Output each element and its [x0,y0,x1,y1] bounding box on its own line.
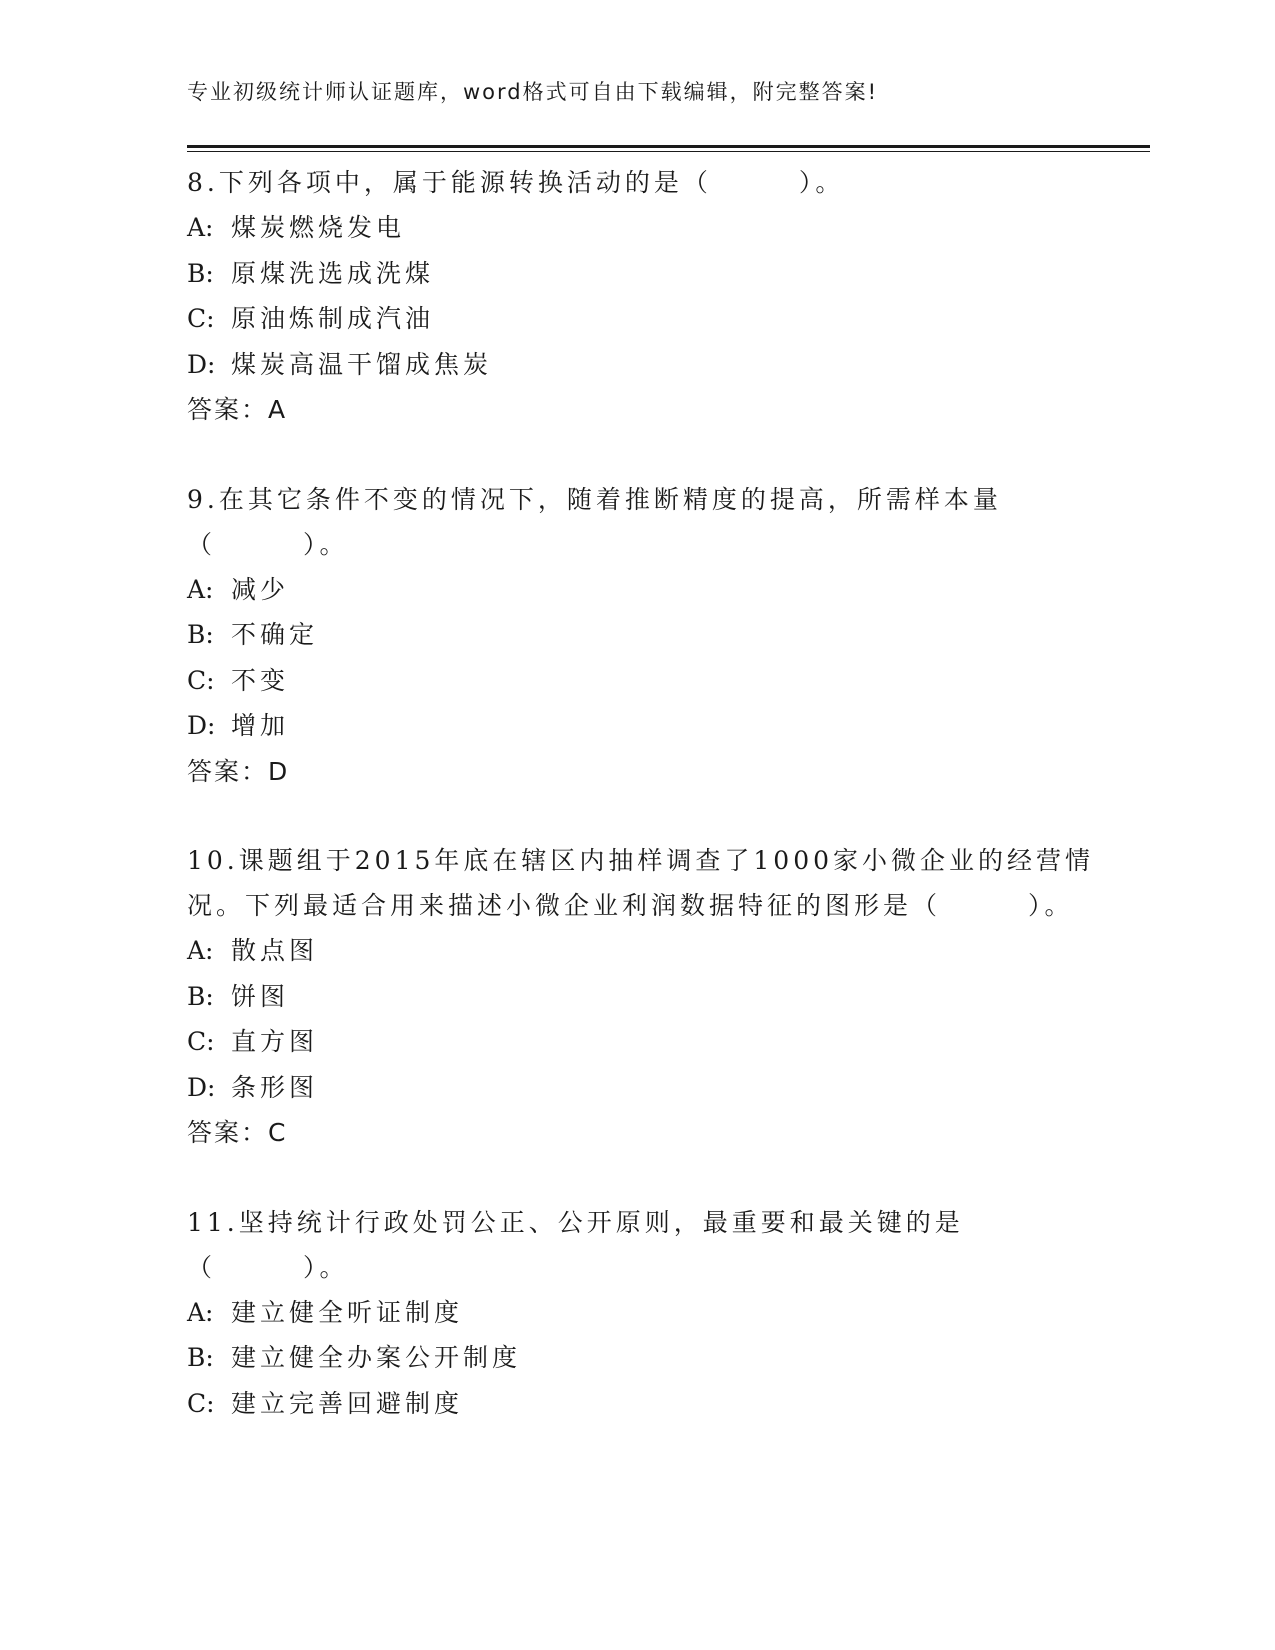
option-text: 散点图 [231,936,319,965]
header-rule-thick [187,145,1150,148]
option-text: 减少 [231,574,290,604]
page-header: 专业初级统计师认证题库，word格式可自由下载编辑，附完整答案! [187,80,879,104]
option-letter: A: [187,213,214,242]
question-11 [187,1200,1107,1427]
option-letter: A: [187,1297,214,1327]
option-text: 建立健全听证制度 [231,1297,464,1327]
question-list [187,160,1107,1470]
option-b [187,251,1107,297]
option-text: 直方图 [231,1027,319,1056]
option-a [187,205,1107,251]
question-stem: 11.坚持统计行政处罚公正、公开原则，最重要和最关键的是（ ）。 [187,1207,964,1282]
option-b [187,974,1107,1020]
option-c [187,658,1107,704]
question-stem: 10.课题组于2015年底在辖区内抽样调查了1000家小微企业的经营情况。下列最适合用来描述小微企业利润数据特征的图形是（ ）。 [187,846,1095,920]
answer: 答案：D [187,756,290,786]
option-letter: B: [187,981,214,1011]
option-b [187,612,1107,658]
option-text: 建立健全办案公开制度 [231,1343,522,1372]
option-letter: D: [187,349,216,379]
option-text: 不变 [231,665,290,695]
answer: 答案：C [187,1118,288,1147]
option-letter: B: [187,1343,214,1372]
option-text: 条形图 [231,1072,319,1102]
option-c [187,1381,1107,1427]
option-text: 煤炭燃烧发电 [231,213,406,242]
option-letter: C: [187,1027,215,1056]
option-text: 增加 [231,711,290,740]
option-letter: C: [187,1388,215,1418]
option-text: 不确定 [231,620,319,649]
option-a [187,928,1107,974]
option-letter: D: [187,1072,216,1102]
option-letter: A: [187,936,214,965]
option-letter: C: [187,304,215,333]
header-rule-thin [187,151,1150,152]
option-d [187,1065,1107,1111]
option-letter: B: [187,620,214,649]
option-c [187,296,1107,342]
question-8 [187,160,1107,433]
option-d [187,703,1107,749]
question-9 [187,477,1107,795]
option-text: 建立完善回避制度 [231,1388,464,1418]
option-d [187,342,1107,388]
option-a [187,567,1107,613]
option-letter: C: [187,665,215,695]
option-letter: D: [187,711,216,740]
question-stem: 9.在其它条件不变的情况下，随着推断精度的提高，所需样本量（ ）。 [187,484,1002,559]
question-stem: 8.下列各项中，属于能源转换活动的是（ ）。 [187,168,845,197]
option-c [187,1019,1107,1065]
option-text: 原煤洗选成洗煤 [231,258,435,288]
question-10 [187,838,1107,1156]
option-text: 煤炭高温干馏成焦炭 [231,349,493,379]
option-text: 饼图 [231,981,290,1011]
option-text: 原油炼制成汽油 [231,304,435,333]
answer: 答案：A [187,395,288,424]
option-letter: A: [187,574,214,604]
option-letter: B: [187,258,214,288]
option-b [187,1335,1107,1381]
option-a [187,1290,1107,1336]
